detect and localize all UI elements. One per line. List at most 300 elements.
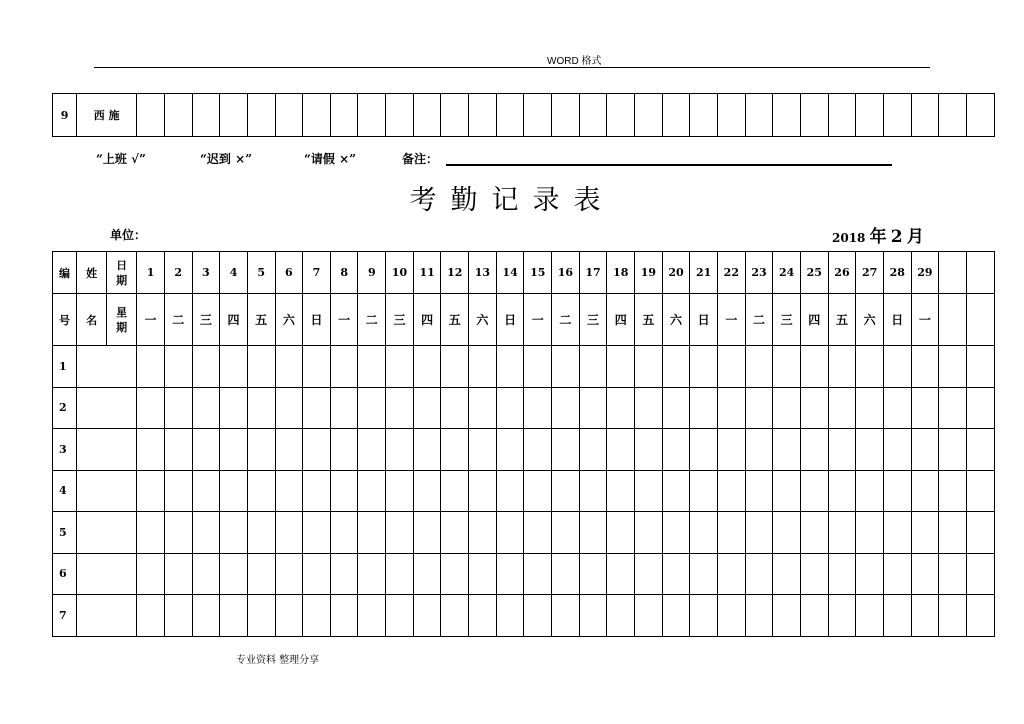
attendance-cell[interactable]: [883, 512, 911, 554]
attendance-cell[interactable]: [164, 346, 192, 388]
attendance-cell[interactable]: [552, 595, 580, 637]
attendance-cell[interactable]: [441, 470, 469, 512]
weekday-cell: 六: [856, 294, 884, 346]
attendance-cell[interactable]: [579, 595, 607, 637]
attendance-cell[interactable]: [828, 595, 856, 637]
attendance-cell[interactable]: [164, 94, 192, 137]
day-number-cell: 23: [745, 252, 773, 294]
attendance-cell[interactable]: [137, 429, 165, 471]
attendance-cell[interactable]: [635, 387, 663, 429]
attendance-cell[interactable]: [496, 346, 524, 388]
attendance-cell[interactable]: [469, 470, 497, 512]
remark-blank-line: [446, 164, 892, 166]
attendance-cell[interactable]: [662, 553, 690, 595]
attendance-cell[interactable]: [745, 387, 773, 429]
attendance-cell[interactable]: [441, 553, 469, 595]
attendance-cell[interactable]: [939, 595, 967, 637]
legend-leave: “请假 ×”: [304, 152, 357, 166]
name-cell[interactable]: [77, 553, 137, 595]
attendance-cell[interactable]: [496, 429, 524, 471]
attendance-cell[interactable]: [247, 553, 275, 595]
name-cell[interactable]: [77, 429, 137, 471]
attendance-cell[interactable]: [137, 512, 165, 554]
month-suffix: 月: [906, 227, 924, 247]
attendance-cell[interactable]: [745, 346, 773, 388]
weekday-cell: 二: [552, 294, 580, 346]
attendance-cell[interactable]: [220, 553, 248, 595]
attendance-cell[interactable]: [635, 470, 663, 512]
attendance-cell[interactable]: [358, 595, 386, 637]
attendance-cell[interactable]: [413, 512, 441, 554]
previous-page-row-table: [52, 93, 995, 137]
attendance-cell[interactable]: [524, 94, 552, 137]
attendance-cell[interactable]: [718, 512, 746, 554]
attendance-cell[interactable]: [939, 553, 967, 595]
attendance-cell[interactable]: [856, 387, 884, 429]
attendance-cell[interactable]: [773, 512, 801, 554]
attendance-cell[interactable]: [552, 553, 580, 595]
attendance-cell[interactable]: [247, 387, 275, 429]
attendance-cell[interactable]: [690, 512, 718, 554]
attendance-cell[interactable]: [496, 470, 524, 512]
attendance-cell[interactable]: [718, 429, 746, 471]
attendance-cell[interactable]: [579, 346, 607, 388]
attendance-cell[interactable]: [828, 346, 856, 388]
attendance-cell[interactable]: [607, 346, 635, 388]
day-number-cell: 7: [303, 252, 331, 294]
attendance-cell[interactable]: [911, 429, 939, 471]
attendance-cell[interactable]: [413, 553, 441, 595]
attendance-cell[interactable]: [828, 470, 856, 512]
attendance-cell[interactable]: [690, 595, 718, 637]
name-cell[interactable]: [77, 470, 137, 512]
attendance-cell[interactable]: [220, 470, 248, 512]
attendance-cell[interactable]: [690, 429, 718, 471]
attendance-cell[interactable]: [552, 512, 580, 554]
attendance-cell[interactable]: [579, 470, 607, 512]
attendance-cell[interactable]: [441, 595, 469, 637]
attendance-cell[interactable]: [690, 94, 718, 137]
attendance-cell[interactable]: [220, 387, 248, 429]
weekday-cell: 六: [662, 294, 690, 346]
attendance-cell[interactable]: [773, 595, 801, 637]
day-number-cell: 19: [635, 252, 663, 294]
weekday-cell: 三: [579, 294, 607, 346]
attendance-cell[interactable]: [552, 429, 580, 471]
attendance-cell[interactable]: [386, 387, 414, 429]
attendance-cell[interactable]: [966, 387, 994, 429]
attendance-cell[interactable]: [828, 387, 856, 429]
attendance-cell[interactable]: [911, 470, 939, 512]
row-number-cell: 1: [53, 346, 77, 388]
attendance-cell[interactable]: [773, 429, 801, 471]
attendance-cell[interactable]: [662, 346, 690, 388]
attendance-cell[interactable]: [552, 346, 580, 388]
attendance-cell[interactable]: [911, 94, 939, 137]
attendance-cell[interactable]: [358, 553, 386, 595]
attendance-cell[interactable]: [856, 429, 884, 471]
attendance-cell[interactable]: [441, 387, 469, 429]
attendance-cell[interactable]: [883, 94, 911, 137]
attendance-cell[interactable]: [330, 470, 358, 512]
attendance-cell[interactable]: [939, 387, 967, 429]
attendance-cell[interactable]: [441, 94, 469, 137]
weekday-cell: 五: [441, 294, 469, 346]
attendance-cell[interactable]: [800, 387, 828, 429]
attendance-cell[interactable]: [883, 553, 911, 595]
attendance-cell[interactable]: [496, 553, 524, 595]
row-number-cell: 9: [53, 94, 77, 137]
weekday-cell: 四: [413, 294, 441, 346]
attendance-cell[interactable]: [247, 346, 275, 388]
attendance-cell[interactable]: [303, 429, 331, 471]
attendance-cell[interactable]: [275, 94, 303, 137]
attendance-cell[interactable]: [883, 387, 911, 429]
attendance-cell[interactable]: [800, 553, 828, 595]
day-number-cell: 24: [773, 252, 801, 294]
attendance-cell[interactable]: [330, 387, 358, 429]
name-cell[interactable]: [77, 595, 137, 637]
attendance-cell[interactable]: [524, 553, 552, 595]
attendance-cell[interactable]: [966, 470, 994, 512]
day-number-cell: 18: [607, 252, 635, 294]
day-number-cell: 14: [496, 252, 524, 294]
attendance-cell[interactable]: [828, 94, 856, 137]
attendance-cell[interactable]: [939, 470, 967, 512]
attendance-cell[interactable]: [358, 346, 386, 388]
attendance-cell[interactable]: [496, 94, 524, 137]
attendance-cell[interactable]: [247, 512, 275, 554]
attendance-cell[interactable]: [939, 429, 967, 471]
attendance-cell[interactable]: [413, 429, 441, 471]
attendance-cell[interactable]: [773, 346, 801, 388]
attendance-cell[interactable]: [607, 470, 635, 512]
header-no-top: 编: [53, 252, 77, 294]
month: 2: [890, 227, 903, 247]
attendance-cell[interactable]: [413, 346, 441, 388]
attendance-cell[interactable]: [413, 595, 441, 637]
attendance-cell[interactable]: [358, 470, 386, 512]
attendance-cell[interactable]: [247, 94, 275, 137]
attendance-cell[interactable]: [137, 470, 165, 512]
header-week-label-2: 期: [116, 320, 128, 334]
table-row: [53, 429, 995, 471]
attendance-cell[interactable]: [773, 387, 801, 429]
attendance-cell[interactable]: [579, 387, 607, 429]
attendance-cell[interactable]: [524, 595, 552, 637]
attendance-cell[interactable]: [966, 346, 994, 388]
attendance-cell[interactable]: [883, 470, 911, 512]
attendance-cell[interactable]: [966, 429, 994, 471]
day-number-cell: 16: [552, 252, 580, 294]
attendance-cell[interactable]: [247, 470, 275, 512]
attendance-cell[interactable]: [496, 512, 524, 554]
day-number-cell: 12: [441, 252, 469, 294]
attendance-cell[interactable]: [386, 512, 414, 554]
attendance-cell[interactable]: [330, 553, 358, 595]
attendance-cell[interactable]: [220, 595, 248, 637]
day-number-cell: 11: [413, 252, 441, 294]
attendance-cell[interactable]: [303, 387, 331, 429]
table-row: [53, 94, 995, 137]
attendance-cell[interactable]: [607, 512, 635, 554]
attendance-cell[interactable]: [966, 94, 994, 137]
attendance-cell[interactable]: [911, 387, 939, 429]
attendance-cell[interactable]: [662, 512, 690, 554]
attendance-cell[interactable]: [303, 553, 331, 595]
attendance-cell[interactable]: [745, 553, 773, 595]
attendance-cell[interactable]: [358, 94, 386, 137]
attendance-cell[interactable]: [607, 553, 635, 595]
attendance-cell[interactable]: [192, 512, 220, 554]
weekday-cell: 四: [800, 294, 828, 346]
attendance-cell[interactable]: [966, 512, 994, 554]
attendance-cell[interactable]: [303, 595, 331, 637]
attendance-cell[interactable]: [164, 429, 192, 471]
attendance-cell[interactable]: [718, 387, 746, 429]
attendance-cell[interactable]: [552, 94, 580, 137]
attendance-cell[interactable]: [718, 470, 746, 512]
row-number-cell: 5: [53, 512, 77, 554]
attendance-cell[interactable]: [192, 470, 220, 512]
attendance-cell[interactable]: [607, 595, 635, 637]
attendance-cell[interactable]: [469, 429, 497, 471]
attendance-cell[interactable]: [303, 470, 331, 512]
attendance-cell[interactable]: [192, 94, 220, 137]
attendance-cell[interactable]: [275, 346, 303, 388]
attendance-cell[interactable]: [579, 553, 607, 595]
attendance-cell[interactable]: [524, 429, 552, 471]
attendance-cell[interactable]: [303, 512, 331, 554]
attendance-cell[interactable]: [911, 595, 939, 637]
day-number-cell: 25: [800, 252, 828, 294]
attendance-cell[interactable]: [275, 387, 303, 429]
attendance-cell[interactable]: [358, 429, 386, 471]
weekday-cell: 三: [773, 294, 801, 346]
attendance-cell[interactable]: [690, 346, 718, 388]
attendance-cell[interactable]: [856, 94, 884, 137]
attendance-cell[interactable]: [386, 94, 414, 137]
attendance-cell[interactable]: [220, 346, 248, 388]
attendance-cell[interactable]: [469, 387, 497, 429]
attendance-cell[interactable]: [690, 387, 718, 429]
row-number-cell: 4: [53, 470, 77, 512]
attendance-cell[interactable]: [635, 346, 663, 388]
attendance-cell[interactable]: [192, 595, 220, 637]
attendance-cell[interactable]: [275, 470, 303, 512]
attendance-cell[interactable]: [441, 512, 469, 554]
attendance-cell[interactable]: [275, 553, 303, 595]
weekday-cell: [939, 294, 967, 346]
header-no-bottom: 号: [53, 294, 77, 346]
attendance-cell[interactable]: [164, 553, 192, 595]
attendance-cell[interactable]: [330, 346, 358, 388]
attendance-cell[interactable]: [579, 429, 607, 471]
attendance-cell[interactable]: [552, 470, 580, 512]
attendance-cell[interactable]: [690, 470, 718, 512]
attendance-cell[interactable]: [662, 595, 690, 637]
attendance-cell[interactable]: [800, 94, 828, 137]
attendance-cell[interactable]: [137, 346, 165, 388]
attendance-cell[interactable]: [828, 429, 856, 471]
attendance-cell[interactable]: [164, 512, 192, 554]
day-number-cell: 1: [137, 252, 165, 294]
name-cell[interactable]: [77, 512, 137, 554]
attendance-cell[interactable]: [607, 429, 635, 471]
attendance-cell[interactable]: [579, 94, 607, 137]
attendance-cell[interactable]: [524, 512, 552, 554]
day-number-cell: 21: [690, 252, 718, 294]
day-number-cell: [939, 252, 967, 294]
attendance-cell[interactable]: [718, 94, 746, 137]
attendance-cell[interactable]: [164, 595, 192, 637]
attendance-cell[interactable]: [164, 387, 192, 429]
attendance-cell[interactable]: [552, 387, 580, 429]
attendance-cell[interactable]: [635, 553, 663, 595]
attendance-cell[interactable]: [275, 595, 303, 637]
attendance-cell[interactable]: [330, 429, 358, 471]
attendance-cell[interactable]: [137, 387, 165, 429]
attendance-cell[interactable]: [773, 470, 801, 512]
attendance-cell[interactable]: [192, 387, 220, 429]
attendance-cell[interactable]: [220, 94, 248, 137]
attendance-cell[interactable]: [469, 94, 497, 137]
attendance-cell[interactable]: [330, 595, 358, 637]
attendance-cell[interactable]: [662, 387, 690, 429]
attendance-cell[interactable]: [330, 94, 358, 137]
attendance-cell[interactable]: [275, 429, 303, 471]
attendance-cell[interactable]: [911, 512, 939, 554]
attendance-cell[interactable]: [413, 387, 441, 429]
attendance-cell[interactable]: [220, 429, 248, 471]
attendance-cell[interactable]: [856, 346, 884, 388]
attendance-cell[interactable]: [524, 387, 552, 429]
attendance-cell[interactable]: [413, 470, 441, 512]
attendance-cell[interactable]: [883, 429, 911, 471]
attendance-cell[interactable]: [358, 387, 386, 429]
weekday-cell: 日: [690, 294, 718, 346]
day-number-cell: 17: [579, 252, 607, 294]
weekday-cell: 五: [635, 294, 663, 346]
attendance-cell[interactable]: [607, 387, 635, 429]
attendance-cell[interactable]: [911, 553, 939, 595]
attendance-cell[interactable]: [137, 595, 165, 637]
attendance-cell[interactable]: [275, 512, 303, 554]
attendance-cell[interactable]: [247, 595, 275, 637]
attendance-cell[interactable]: [386, 346, 414, 388]
attendance-cell[interactable]: [883, 595, 911, 637]
attendance-cell[interactable]: [773, 553, 801, 595]
attendance-cell[interactable]: [718, 346, 746, 388]
attendance-cell[interactable]: [939, 94, 967, 137]
attendance-cell[interactable]: [662, 470, 690, 512]
attendance-cell[interactable]: [607, 94, 635, 137]
attendance-cell[interactable]: [828, 553, 856, 595]
attendance-cell[interactable]: [745, 94, 773, 137]
attendance-cell[interactable]: [635, 512, 663, 554]
attendance-cell[interactable]: [773, 94, 801, 137]
attendance-cell[interactable]: [469, 553, 497, 595]
attendance-cell[interactable]: [330, 512, 358, 554]
attendance-cell[interactable]: [856, 470, 884, 512]
attendance-cell[interactable]: [496, 595, 524, 637]
attendance-cell[interactable]: [303, 94, 331, 137]
attendance-cell[interactable]: [745, 595, 773, 637]
weekday-cell: 三: [192, 294, 220, 346]
attendance-cell[interactable]: [192, 429, 220, 471]
attendance-cell[interactable]: [745, 512, 773, 554]
attendance-cell[interactable]: [966, 595, 994, 637]
attendance-cell[interactable]: [441, 429, 469, 471]
attendance-cell[interactable]: [469, 595, 497, 637]
header-row-dates: [53, 252, 995, 294]
attendance-cell[interactable]: [800, 512, 828, 554]
attendance-cell[interactable]: [386, 470, 414, 512]
attendance-cell[interactable]: [524, 470, 552, 512]
weekday-cell: 一: [137, 294, 165, 346]
attendance-cell[interactable]: [469, 512, 497, 554]
attendance-cell[interactable]: [220, 512, 248, 554]
attendance-cell[interactable]: [883, 346, 911, 388]
attendance-cell[interactable]: [856, 512, 884, 554]
attendance-cell[interactable]: [635, 595, 663, 637]
legend-work: “上班 √”: [96, 152, 146, 166]
attendance-cell[interactable]: [939, 512, 967, 554]
attendance-cell[interactable]: [137, 553, 165, 595]
attendance-cell[interactable]: [137, 94, 165, 137]
attendance-cell[interactable]: [358, 512, 386, 554]
attendance-cell[interactable]: [413, 94, 441, 137]
attendance-cell[interactable]: [800, 346, 828, 388]
attendance-cell[interactable]: [828, 512, 856, 554]
attendance-cell[interactable]: [469, 346, 497, 388]
attendance-cell[interactable]: [164, 470, 192, 512]
attendance-cell[interactable]: [635, 94, 663, 137]
attendance-cell[interactable]: [800, 429, 828, 471]
attendance-cell[interactable]: [745, 470, 773, 512]
attendance-cell[interactable]: [690, 553, 718, 595]
attendance-cell[interactable]: [662, 94, 690, 137]
attendance-cell[interactable]: [247, 429, 275, 471]
weekday-cell: 五: [828, 294, 856, 346]
attendance-cell[interactable]: [662, 429, 690, 471]
attendance-cell[interactable]: [800, 470, 828, 512]
attendance-cell[interactable]: [524, 346, 552, 388]
attendance-cell[interactable]: [856, 553, 884, 595]
attendance-cell[interactable]: [718, 595, 746, 637]
header-rule: [94, 67, 930, 68]
attendance-cell[interactable]: [635, 429, 663, 471]
attendance-cell[interactable]: [303, 346, 331, 388]
attendance-cell[interactable]: [966, 553, 994, 595]
attendance-cell[interactable]: [856, 595, 884, 637]
attendance-cell[interactable]: [496, 387, 524, 429]
name-cell[interactable]: [77, 387, 137, 429]
attendance-cell[interactable]: [579, 512, 607, 554]
attendance-cell[interactable]: [718, 553, 746, 595]
attendance-cell[interactable]: [192, 553, 220, 595]
attendance-cell[interactable]: [800, 595, 828, 637]
attendance-cell[interactable]: [911, 346, 939, 388]
attendance-cell[interactable]: [441, 346, 469, 388]
attendance-cell[interactable]: [745, 429, 773, 471]
name-cell[interactable]: [77, 346, 137, 388]
attendance-cell[interactable]: [386, 429, 414, 471]
attendance-cell[interactable]: [939, 346, 967, 388]
attendance-cell[interactable]: [386, 595, 414, 637]
attendance-cell[interactable]: [192, 346, 220, 388]
attendance-cell[interactable]: [386, 553, 414, 595]
